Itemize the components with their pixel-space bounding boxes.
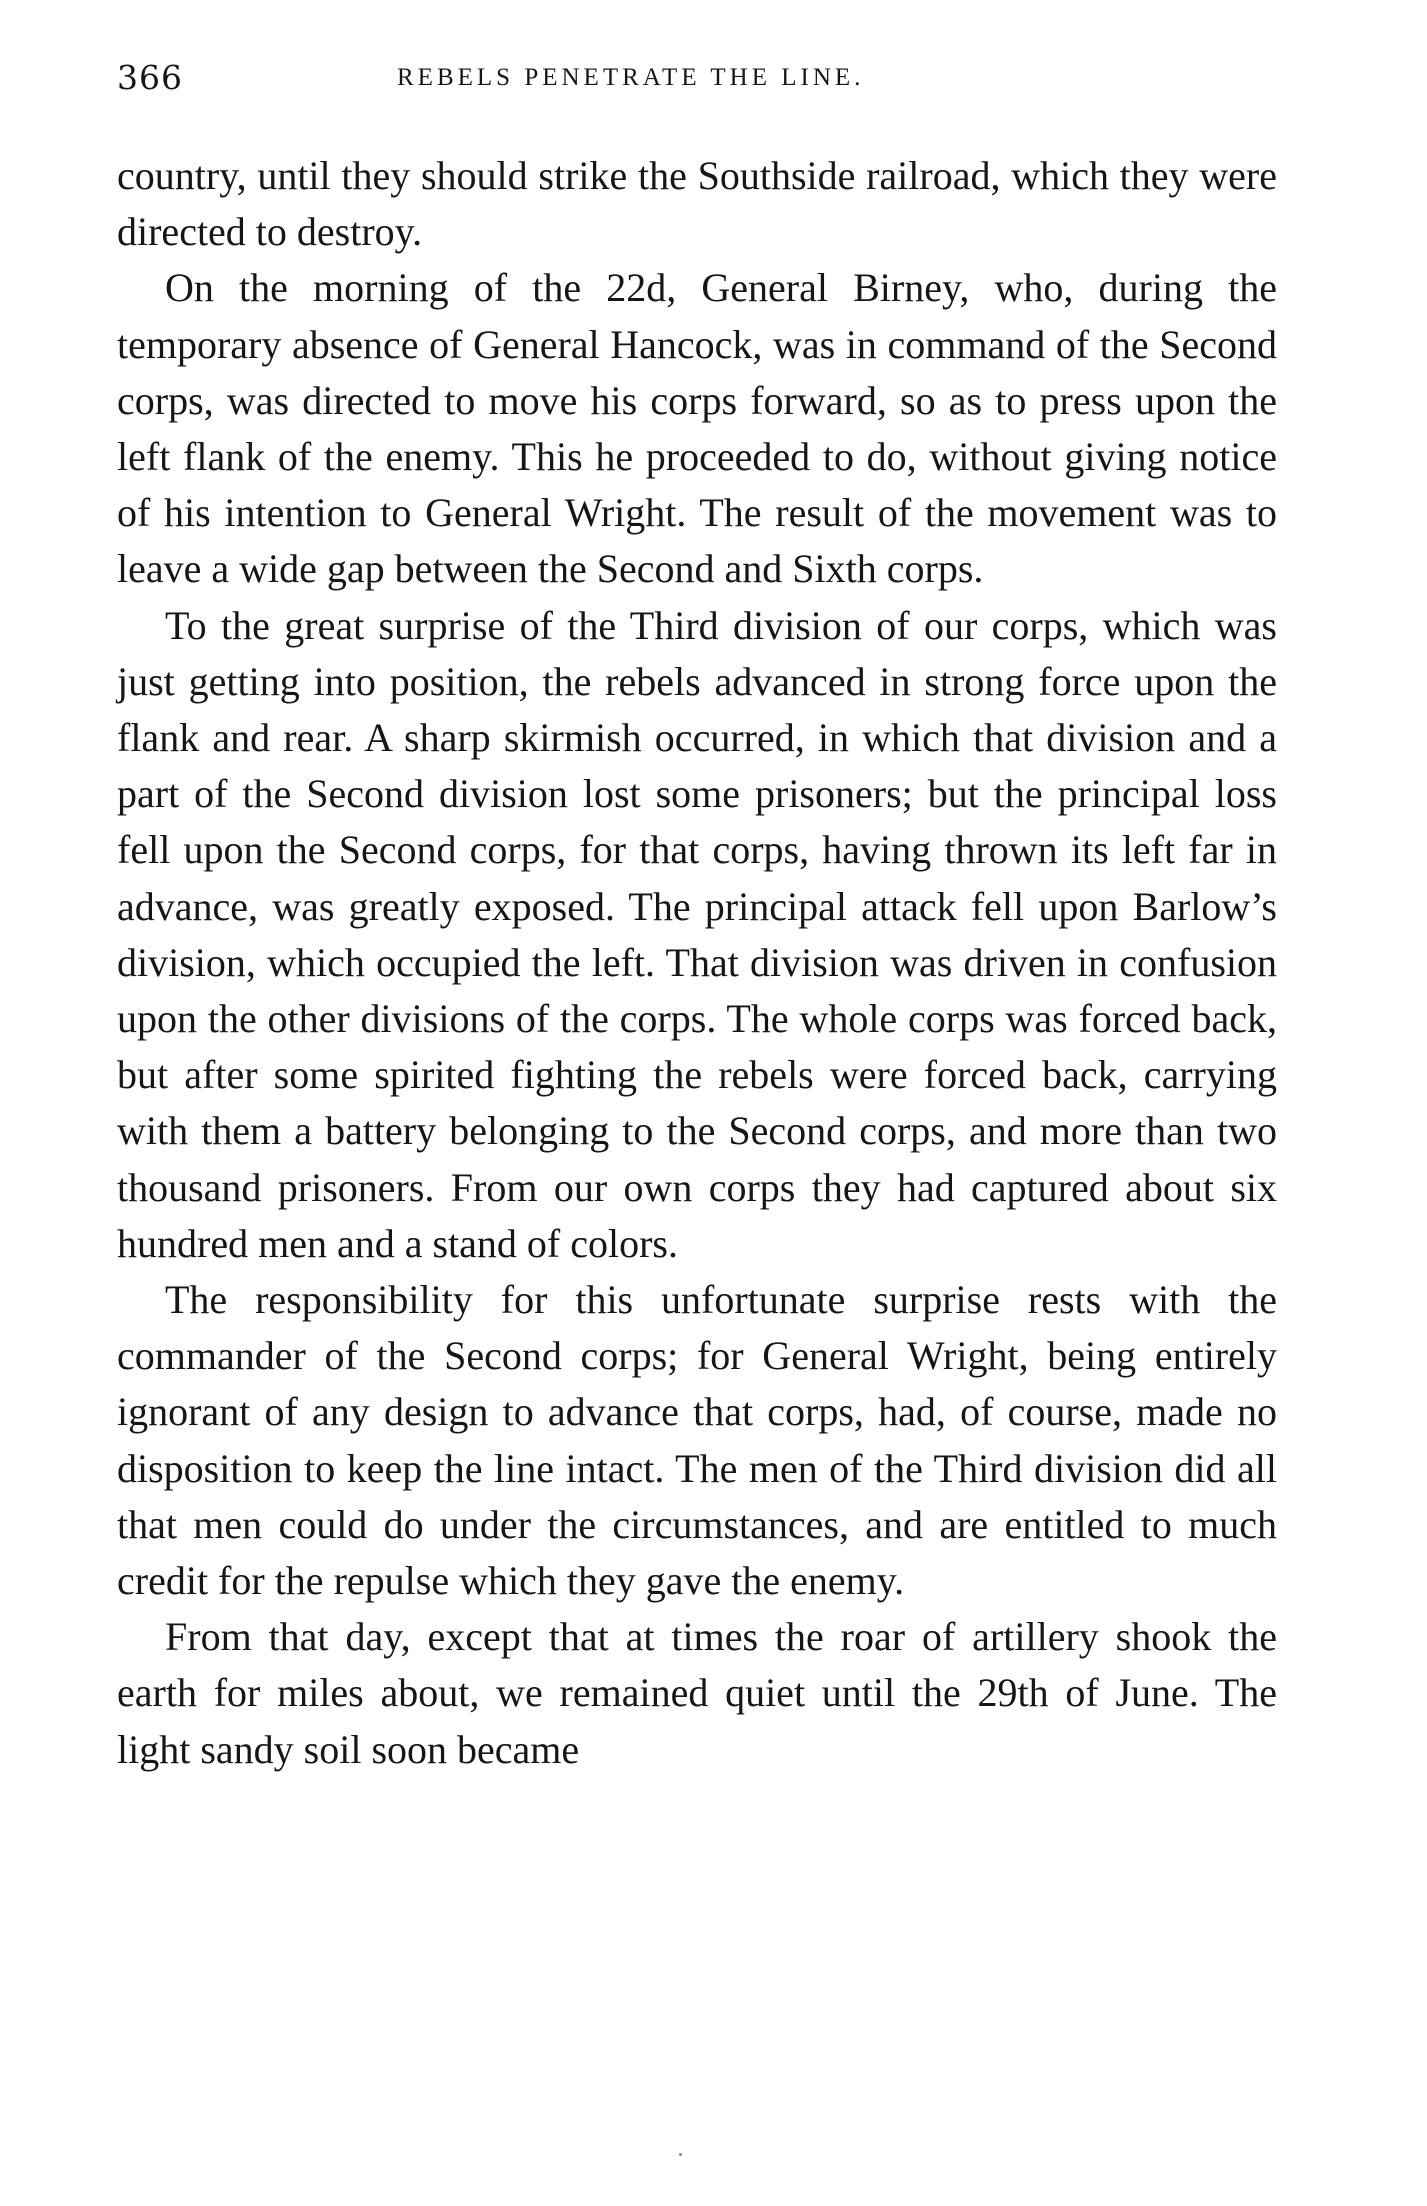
page-number: 366 bbox=[117, 58, 183, 97]
page-header bbox=[117, 58, 1282, 108]
paragraph: To the great surprise of the Third division of our corps, which was just getting into position, the rebels advanced in strong force upon the flank and rear. A sharp skirmish occurred, in which that division and a part of the Second division lost some prisoners; but the principal loss fell upon the Second corps, for that corps, having thrown its left far in advance, was greatly exposed. The principal attack fell upon Barlow’s division, which occupied the left. That division was driven in confusion upon the other divisions of the corps. The whole corps was forced back, but after some spirited fighting the rebels were forced back, carrying with them a battery belonging to the Second corps, and more than two thousand prisoners. From our own corps they had captured about six hundred men and a stand of colors. bbox=[117, 602, 1277, 1266]
body-text bbox=[117, 148, 1277, 1778]
running-title: REBELS PENETRATE THE LINE. bbox=[397, 64, 865, 91]
paragraph: From that day, except that at times the roar of artillery shook the earth for miles about, we remained quiet until the 29th of June. The light sandy soil soon became bbox=[117, 1614, 1277, 1772]
paragraph: On the morning of the 22d, General Birney, who, during the temporary absence of General Hancock, was in command of the Second corps, was directed to move his corps forward, so as to press upon the left flank of the enemy. This he proceeded to do, without giving notice of his intention to General Wright. The result of the movement was to leave a wide gap between the Second and Sixth corps. bbox=[117, 265, 1277, 592]
paragraph-continued: country, until they should strike the Southside railroad, which they were directed to destroy. bbox=[117, 153, 1277, 255]
paper-speck bbox=[679, 2153, 682, 2156]
paragraph: The responsibility for this unfortunate surprise rests with the commander of the Second corps; for General Wright, being entirely ignorant of any design to advance that corps, had, of course, made no disposition to keep the line intact. The men of the Third division did all that men could do under the circumstances, and are entitled to much credit for the repulse which they gave the enemy. bbox=[117, 1277, 1277, 1604]
